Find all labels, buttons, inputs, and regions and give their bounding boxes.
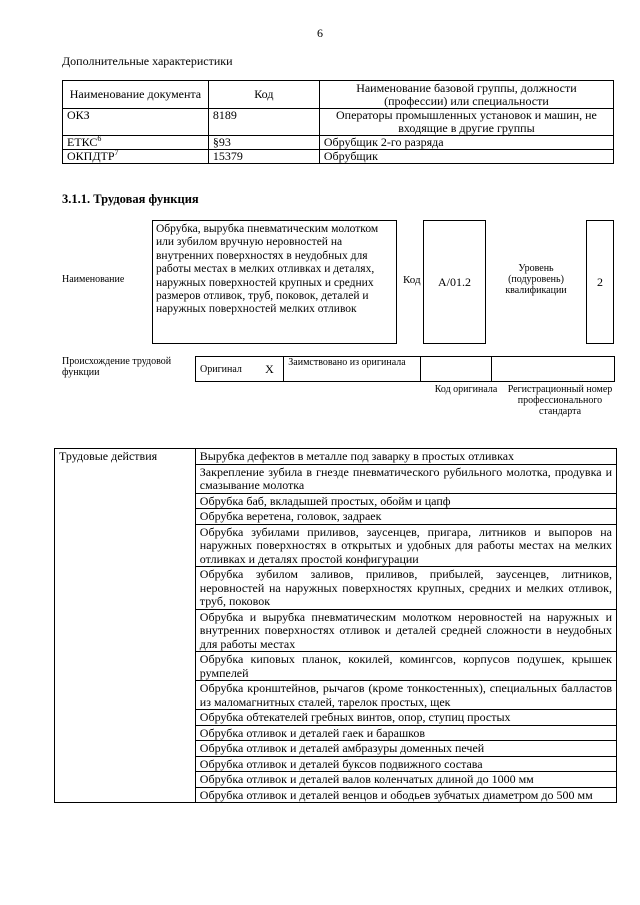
row-document: ОКПДТР$^7$ xyxy=(63,150,209,164)
labor-function-heading: 3.1.1. Трудовая функция xyxy=(62,192,199,206)
footnote-mark: 7 xyxy=(114,148,119,157)
origin-row xyxy=(196,357,615,382)
table-row xyxy=(63,150,614,164)
labor-action-item: Обрубка отливок и деталей валов коленчатых длиной до 1000 мм xyxy=(195,772,616,788)
table-row xyxy=(63,136,614,150)
table-row xyxy=(55,449,617,465)
function-code-box: A/01.2 xyxy=(423,220,486,344)
qualification-level-label: Уровень (подуровень) квалификации xyxy=(505,263,567,296)
original-label: Оригинал xyxy=(196,357,256,382)
labor-action-item: Обрубка отливок и деталей гаек и барашков xyxy=(195,725,616,741)
header-document-name: Наименование документа xyxy=(63,81,209,109)
header-code: Код xyxy=(208,81,319,109)
registration-number-caption: Регистрационный номер профессионального стандарта xyxy=(507,384,613,417)
row-code: §93 xyxy=(208,136,319,150)
labor-action-item: Обрубка отливок и деталей венцов и ободьев зубчатых диаметром до 500 мм xyxy=(195,787,616,803)
code-label: Код xyxy=(403,274,421,286)
original-code-cell xyxy=(420,357,491,382)
header-group-name: Наименование базовой группы, должности (профессии) или специальности xyxy=(319,81,613,109)
labor-actions-label: Трудовые действия xyxy=(55,449,196,803)
additional-characteristics-heading: Дополнительные характеристики xyxy=(62,54,233,68)
qualification-level-box: 2 xyxy=(586,220,614,344)
labor-action-item: Обрубка зубилом заливов, приливов, прибылей, заусенцев, литников, неровностей на наружных поверхностях крупных, средних и мелких отливок, труб, поковок xyxy=(195,567,616,610)
origin-label: Происхождение трудовой функции xyxy=(62,356,172,378)
row-code: 15379 xyxy=(208,150,319,164)
registration-number-cell xyxy=(491,357,614,382)
row-name: Обрубщик xyxy=(319,150,613,164)
original-code-caption: Код оригинала xyxy=(434,384,498,395)
name-label: Наименование xyxy=(62,274,125,285)
row-document: ЕТКС$^6$ xyxy=(63,136,209,150)
footnote-mark: 6 xyxy=(97,134,102,143)
labor-action-item: Обрубка киповых планок, кокилей, комингсов, корпусов подушек, крышек румпелей xyxy=(195,652,616,681)
labor-action-item: Обрубка отливок и деталей амбразуры доменных печей xyxy=(195,741,616,757)
labor-action-item: Обрубка веретена, головок, задраек xyxy=(195,509,616,525)
characteristics-table xyxy=(62,80,614,164)
page-number: 6 xyxy=(317,26,323,40)
labor-action-item: Обрубка и вырубка пневматическим молотком неровностей на наружных и внутренних поверхностях отливок и деталей средней сложности в неудобных для работы местах xyxy=(195,609,616,652)
labor-actions-table xyxy=(54,448,617,803)
labor-action-item: Обрубка зубилами приливов, заусенцев, пригара, литников и выпоров на наружных поверхностях в открытых и удобных для работы местах на мелких отливках и деталях простой конфигурации xyxy=(195,524,616,567)
row-name: Обрубщик 2-го разряда xyxy=(319,136,613,150)
row-code: 8189 xyxy=(208,109,319,136)
row-document: ОКЗ xyxy=(63,109,209,136)
table-row xyxy=(63,109,614,136)
characteristics-header-row xyxy=(63,81,614,109)
row-name: Операторы промышленных установок и машин, не входящие в другие группы xyxy=(319,109,613,136)
labor-action-item: Обрубка отливок и деталей буксов подвижного состава xyxy=(195,756,616,772)
borrowed-label: Заимствовано из оригинала xyxy=(284,357,421,382)
labor-action-item: Обрубка кронштейнов, рычагов (кроме тонкостенных), специальных балластов из маломагнитных сталей, тарелок простых, щек xyxy=(195,681,616,710)
labor-action-item: Вырубка дефектов в металле под заварку в простых отливках xyxy=(195,449,616,465)
origin-table xyxy=(195,356,615,382)
labor-action-item: Закрепление зубила в гнезде пневматического рубильного молотка, продувка и смазывание молотка xyxy=(195,464,616,493)
labor-action-item: Обрубка обтекателей гребных винтов, опор, ступиц простых xyxy=(195,710,616,726)
labor-action-item: Обрубка баб, вкладышей простых, обойм и цапф xyxy=(195,493,616,509)
function-name-box: Обрубка, вырубка пневматическим молотком или зубилом вручную неровностей на внутренних поверхностях в неудобных для работы местах в мелких отливках и деталях, наружных поверхностей крупных и средних размеров отливок, труб, поковок, деталей и наружных поверхностей мелких отливок xyxy=(152,220,397,344)
original-mark: X xyxy=(256,357,284,382)
